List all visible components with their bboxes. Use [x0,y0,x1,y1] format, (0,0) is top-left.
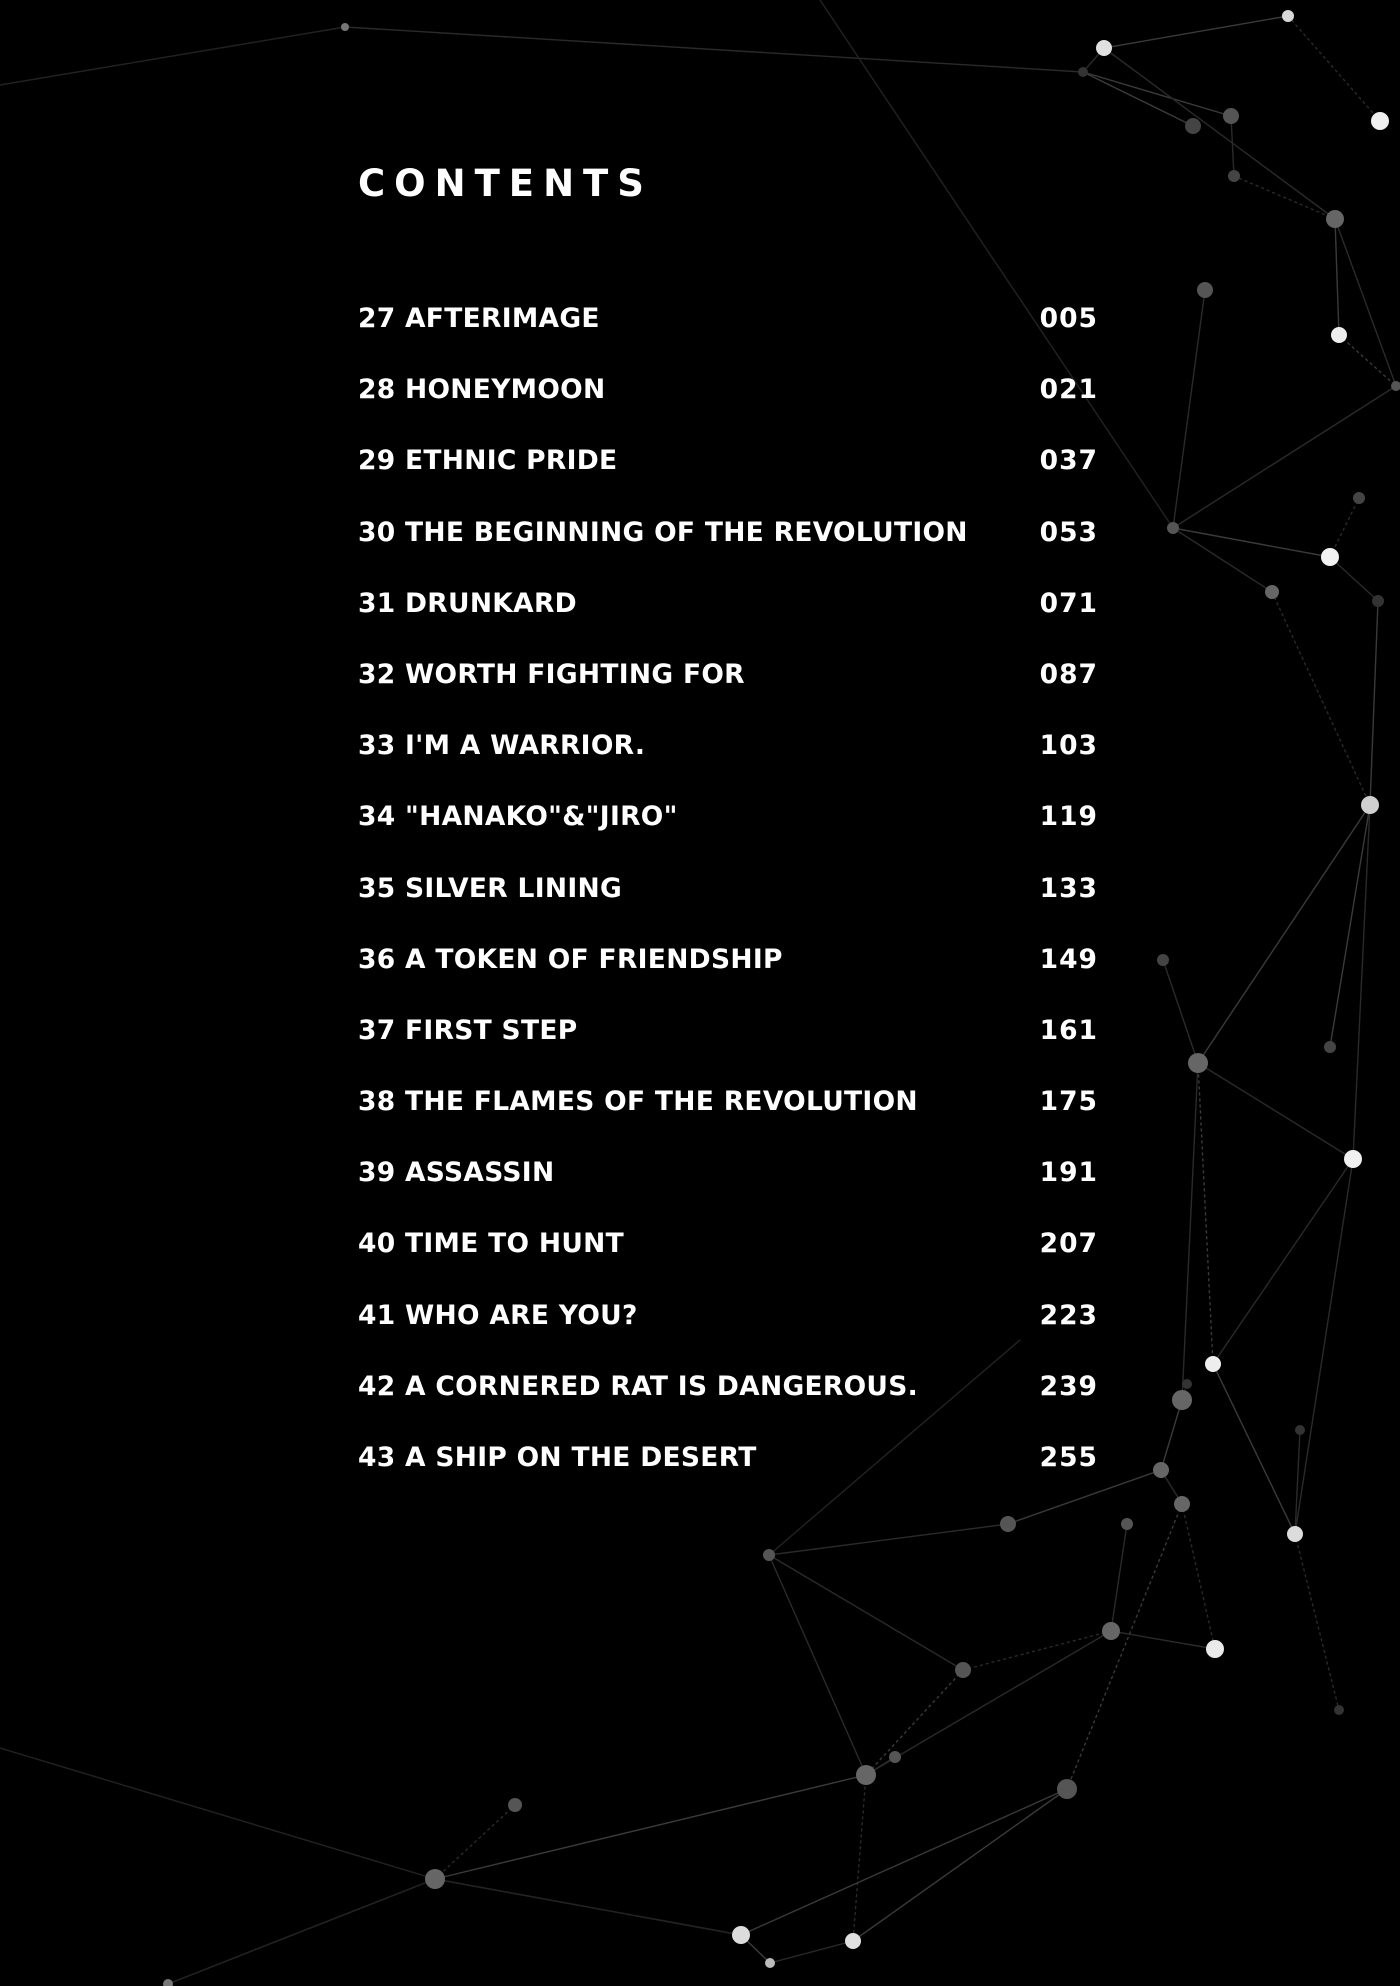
chapter-title: 37 FIRST STEP [358,1014,578,1046]
contents-entry [358,1436,1098,1507]
chapter-title: 39 ASSASSIN [358,1157,555,1189]
contents-entry [358,1222,1098,1293]
network-node [1206,1640,1224,1658]
network-node [1197,282,1213,298]
chapter-title: 40 TIME TO HUNT [358,1228,625,1260]
network-node [1096,40,1112,56]
network-line [1163,960,1198,1063]
chapter-page-number: 119 [1039,801,1098,833]
network-line [1335,219,1396,386]
contents-entry [358,938,1098,1009]
chapter-title: 29 ETHNIC PRIDE [358,445,618,477]
network-line [1083,72,1193,126]
network-line [769,1555,866,1775]
contents-entry [358,724,1098,795]
contents-entry [358,1080,1098,1151]
network-line [770,1941,853,1963]
network-line [435,1805,515,1879]
network-line [435,1775,866,1879]
network-line [1111,1524,1127,1631]
network-node [341,23,349,31]
network-line [0,1748,435,1879]
network-node [1121,1518,1133,1530]
contents-entry [358,867,1098,938]
network-node [955,1662,971,1678]
chapter-page-number: 161 [1039,1014,1098,1046]
contents-entry [358,1365,1098,1436]
chapter-title: 42 A CORNERED RAT IS DANGEROUS. [358,1370,919,1402]
network-line [1370,601,1378,805]
network-node [1167,522,1179,534]
chapter-title: 34 "HANAKO"&"JIRO" [358,801,678,833]
chapter-page-number: 239 [1039,1370,1098,1402]
chapter-title: 31 DRUNKARD [358,587,577,619]
network-node [763,1549,775,1561]
contents-list [358,297,1098,1507]
network-node [1057,1779,1077,1799]
contents-entry [358,582,1098,653]
network-line [1198,1063,1213,1364]
network-line [1173,290,1205,528]
network-node [1205,1356,1221,1372]
chapter-page-number: 087 [1039,658,1098,690]
network-line [769,1524,1008,1555]
network-node [163,1979,173,1986]
network-line [1104,48,1335,219]
network-node [1102,1622,1120,1640]
network-node [1265,585,1279,599]
chapter-page-number: 255 [1039,1442,1098,1473]
network-line [866,1670,963,1775]
network-node [1172,1390,1192,1410]
network-node [1371,112,1389,130]
chapter-title: 41 WHO ARE YOU? [358,1299,638,1331]
network-line [168,1879,435,1984]
network-line [1339,335,1396,386]
network-line [1198,1063,1353,1159]
page-title: CONTENTS [358,162,653,205]
chapter-title: 38 THE FLAMES OF THE REVOLUTION [358,1086,918,1118]
chapter-page-number: 175 [1039,1086,1098,1118]
chapter-title: 43 A SHIP ON THE DESERT [358,1442,757,1473]
chapter-title: 36 A TOKEN OF FRIENDSHIP [358,943,783,975]
network-node [1287,1526,1303,1542]
chapter-title: 35 SILVER LINING [358,872,623,904]
contents-entry [358,1009,1098,1080]
network-line [1182,1063,1198,1400]
network-node [1153,1462,1169,1478]
network-line [1083,72,1231,116]
network-line [1173,386,1396,528]
contents-entry [358,368,1098,439]
network-line [1213,1159,1353,1364]
network-node [1334,1705,1344,1715]
network-line [1111,1631,1215,1649]
chapter-page-number: 133 [1039,872,1098,904]
network-line [1198,805,1370,1063]
chapter-page-number: 071 [1039,587,1098,619]
chapter-title: 30 THE BEGINNING OF THE REVOLUTION [358,516,968,548]
chapter-page-number: 053 [1039,516,1098,548]
chapter-title: 28 HONEYMOON [358,374,606,406]
contents-entry [358,653,1098,724]
network-line [1295,1534,1339,1710]
contents-entry [358,297,1098,368]
contents-entry [358,795,1098,866]
network-node [1326,210,1344,228]
chapter-page-number: 005 [1039,303,1098,334]
network-node [765,1958,775,1968]
network-line [963,1631,1111,1670]
network-line [853,1775,866,1941]
network-node [1321,548,1339,566]
contents-entry [358,511,1098,582]
network-line [1288,16,1380,121]
chapter-page-number: 191 [1039,1157,1098,1189]
contents-entry [358,439,1098,510]
network-node [1157,954,1169,966]
network-line [741,1789,1067,1935]
network-node [1188,1053,1208,1073]
network-line [1272,592,1370,805]
network-line [1295,1159,1353,1534]
chapter-page-number: 103 [1039,730,1098,762]
network-line [1335,219,1339,335]
chapter-title: 27 AFTERIMAGE [358,303,600,334]
network-line [1330,498,1359,557]
network-node [845,1933,861,1949]
network-line [1213,1364,1295,1534]
network-node [1331,327,1347,343]
chapter-page-number: 149 [1039,943,1098,975]
network-line [0,27,345,85]
network-line [345,27,1083,72]
network-line [769,1555,963,1670]
chapter-page-number: 207 [1039,1228,1098,1260]
network-node [1295,1425,1305,1435]
network-line [1182,1504,1215,1649]
network-node [1223,108,1239,124]
network-line [1104,16,1288,48]
network-node [732,1926,750,1944]
network-node [425,1869,445,1889]
network-node [508,1798,522,1812]
network-line [853,1789,1067,1941]
network-node [1228,170,1240,182]
contents-entry [358,1294,1098,1365]
network-node [1372,595,1384,607]
network-node [1344,1150,1362,1168]
network-node [1182,1379,1192,1389]
network-node [1185,118,1201,134]
network-node [1078,67,1088,77]
network-node [1174,1496,1190,1512]
chapter-page-number: 223 [1039,1299,1098,1331]
chapter-title: 32 WORTH FIGHTING FOR [358,658,745,690]
contents-entry [358,1151,1098,1222]
network-line [1231,116,1234,176]
network-line [866,1631,1111,1775]
chapter-page-number: 037 [1039,445,1098,477]
chapter-page-number: 021 [1039,374,1098,406]
network-node [1324,1041,1336,1053]
network-node [1353,492,1365,504]
network-line [1161,1400,1182,1470]
network-node [1361,796,1379,814]
network-line [435,1879,741,1935]
network-node [889,1751,901,1763]
chapter-title: 33 I'M A WARRIOR. [358,730,646,762]
network-node [1282,10,1294,22]
network-node [1000,1516,1016,1532]
network-node [856,1765,876,1785]
network-line [1330,557,1378,601]
